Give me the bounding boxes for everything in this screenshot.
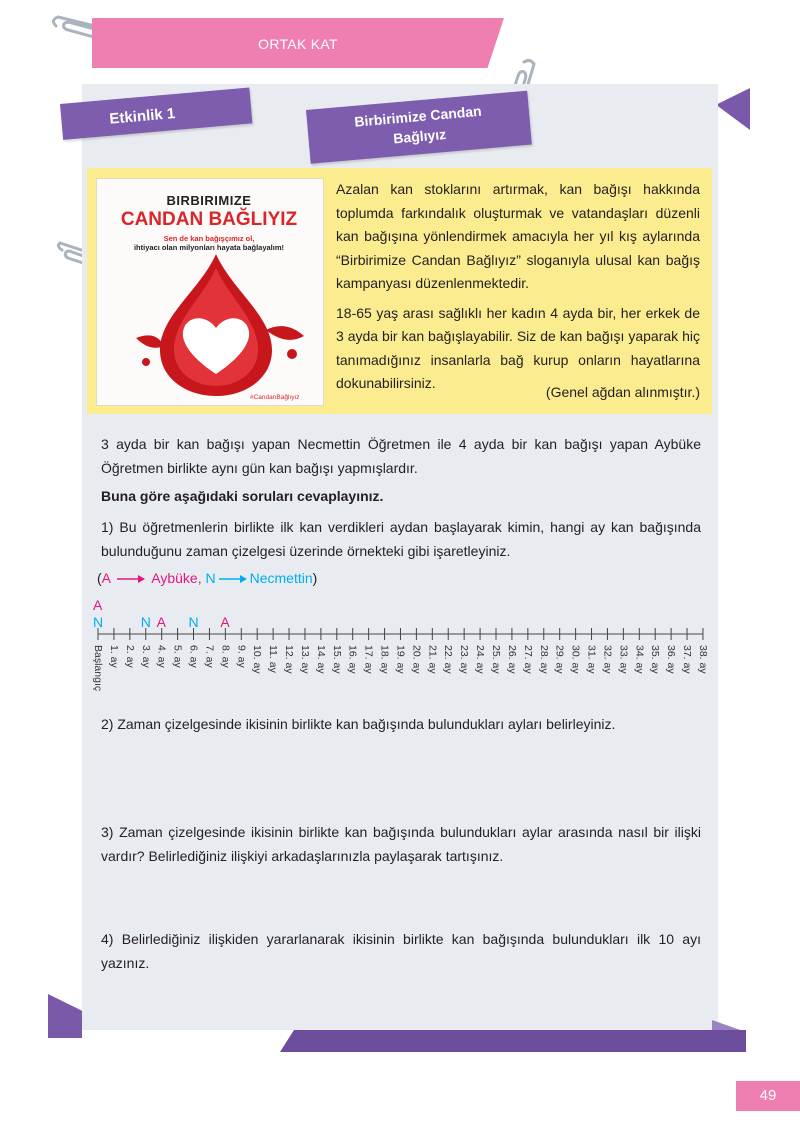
blood-drop-heart-icon	[116, 250, 316, 400]
timeline-label: 16. ay	[346, 645, 359, 674]
legend-close: )	[312, 570, 318, 586]
timeline-label: Başlangıç	[92, 645, 104, 692]
timeline-label: 32. ay	[601, 645, 614, 674]
mark-aybuke: A	[220, 614, 230, 630]
poster-subtitle-line1: Sen de kan bağışçımız ol,	[163, 234, 255, 243]
timeline-axis	[90, 624, 710, 644]
timeline-label: 30. ay	[569, 645, 582, 674]
timeline-label: 19. ay	[394, 645, 407, 674]
info-paragraph: Azalan kan stoklarını artırmak, kan bağışı hakkında toplumda farkındalık oluşturmak ve vatandaşları düzenli kan bağışına yönlendirmek amacıyla her yıl kış aylarında “Birbirimize Candan Bağlıyız” sloganıyla ulusal kan bağış kampanyası düzenlenmektedir.	[336, 181, 700, 291]
timeline-label: 11. ay	[267, 645, 280, 673]
info-paragraph: 18-65 yaş arası sağlıklı her kadın 4 ayda bir, her erkek de 3 ayda bir kan bağışlayabilir. Siz de kan bağışı yaparak hiç tanımadığınız insanlarla bağ kurup onların hayatlarına dokunabilirsiniz.	[336, 304, 700, 391]
timeline-label: 37. ay	[681, 645, 694, 674]
question-4: 4) Belirlediğiniz ilişkiden yararlanarak ikisinin birlikte kan bağışında bulundukları ilk 10 ayı yazınız.	[101, 931, 701, 971]
activity-title-line1: Birbirimize Candan	[353, 102, 483, 130]
timeline-label: 3. ay	[139, 645, 152, 668]
mark-necmettin: N	[93, 614, 104, 630]
question-3: 3) Zaman çizelgesinde ikisinin birlikte kan bağışında bulundukları aylar arasında nasıl bir ilişki vardır? Belirlediğiniz ilişkiyi arkadaşlarınızla paylaşarak tartışınız.	[101, 824, 701, 864]
arrow-right-icon	[116, 574, 146, 584]
timeline-label: 38. ay	[696, 645, 709, 674]
timeline-label: 34. ay	[633, 645, 646, 674]
timeline-label: 31. ay	[585, 645, 598, 674]
timeline-label: 12. ay	[283, 645, 296, 674]
timeline-label: 4. ay	[155, 645, 168, 668]
timeline-label: 23. ay	[458, 645, 471, 674]
timeline-label: 25. ay	[490, 645, 502, 674]
legend-a-name: Aybüke,	[151, 570, 202, 586]
question-1: 1) Bu öğretmenlerin birlikte ilk kan verdikleri aydan başlayarak kimin, hangi ay kan bağışında bulunduğunu zaman çizelgesi üzerinde örnekteki gibi işaretleyiniz.	[101, 519, 701, 559]
bottom-bar	[280, 1030, 746, 1052]
mark-aybuke: A	[156, 614, 167, 630]
timeline-label: 15. ay	[330, 645, 343, 674]
activity-title-line2: Bağlıyız	[392, 125, 447, 147]
poster-subtitle-line2: ihtiyacı olan milyonları hayata bağlayalım!	[133, 243, 285, 252]
timeline-label: 36. ay	[665, 645, 678, 674]
info-source: (Genel ağdan alınmıştır.)	[545, 384, 700, 400]
corner-decoration	[48, 994, 82, 1038]
timeline-label: 27. ay	[521, 645, 534, 674]
timeline-label: 5. ay	[171, 645, 184, 668]
timeline-label: 14. ay	[314, 645, 327, 674]
poster-title-line2: CANDAN BAĞLIYIZ	[120, 209, 298, 230]
legend-a-letter: A	[101, 570, 111, 586]
timeline-label: 28. ay	[537, 645, 550, 674]
timeline-label: 13. ay	[298, 645, 311, 674]
mark-necmettin: N	[188, 614, 199, 630]
timeline-label: 10. ay	[251, 645, 264, 674]
arrow-right-icon	[218, 574, 248, 584]
timeline-label: 6. ay	[187, 645, 200, 668]
timeline-label: 29. ay	[553, 645, 566, 674]
timeline-label: 24. ay	[474, 645, 487, 674]
header-banner-text: ORTAK KAT	[258, 36, 338, 52]
mark-aybuke: A	[93, 597, 103, 613]
legend-n-name: Necmettin	[249, 570, 313, 586]
poster-hashtag: #CandanBağlıyız	[250, 394, 300, 401]
timeline-label: 26. ay	[505, 645, 518, 674]
timeline-label: 20. ay	[410, 645, 423, 674]
question-2: 2) Zaman çizelgesinde ikisinin birlikte kan bağışında bulundukları ayları belirleyiniz.	[101, 716, 616, 732]
info-text	[336, 178, 700, 402]
timeline-label: 17. ay	[362, 645, 375, 674]
timeline-label: 2. ay	[123, 645, 136, 668]
timeline-label: 21. ay	[426, 645, 439, 674]
timeline-label: 1. ay	[107, 645, 120, 668]
instruction-text: Buna göre aşağıdaki soruları cevaplayınız.	[101, 488, 384, 504]
activity-tag-label: Etkinlik 1	[108, 105, 176, 128]
poster-title-line1: BIRBIRIMIZE	[166, 193, 252, 208]
timeline-label: 9. ay	[235, 645, 248, 668]
intro-text: 3 ayda bir kan bağışı yapan Necmettin Öğretmen ile 4 ayda bir kan bağışı yapan Aybüke Öğretmen birlikte aynı gün kan bağışı yapmışlardır.	[101, 436, 701, 476]
page-number: 49	[736, 1081, 800, 1111]
legend-open: (	[97, 570, 102, 586]
timeline-label: 35. ay	[649, 645, 662, 674]
corner-decoration	[716, 88, 750, 130]
mark-necmettin: N	[140, 614, 151, 630]
timeline-label: 7. ay	[203, 645, 216, 668]
timeline-label: 18. ay	[378, 645, 391, 674]
timeline-label: 8. ay	[219, 645, 232, 668]
legend-n-letter: N	[205, 570, 216, 586]
timeline-label: 33. ay	[617, 645, 630, 674]
timeline-label: 22. ay	[442, 645, 455, 674]
legend	[97, 570, 317, 586]
